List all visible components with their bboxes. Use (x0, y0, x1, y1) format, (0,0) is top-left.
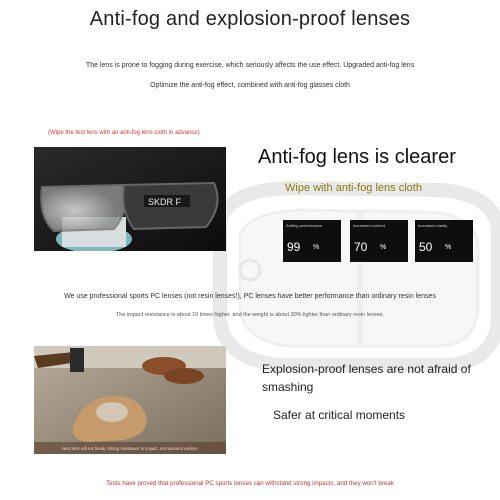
pc-lens-line-2: The impact resistance is about 10 times higher, and the weight is about 30% lighter than ordinary resin lenses. (115, 312, 385, 318)
stat-increased-comfort (350, 220, 408, 262)
stat-increased-clarity (415, 220, 473, 262)
stat-unit: % (445, 244, 452, 251)
page-title: Anti-fog and explosion-proof lenses (89, 8, 411, 30)
antifog-headline: Anti-fog lens is clearer (258, 146, 456, 168)
stat-unit: % (313, 244, 320, 251)
stat-label: Antifog performance (286, 223, 323, 228)
antifog-subhead: Wipe with anti-fog lens cloth (285, 182, 422, 194)
smash-photo-caption: Next lens will not break, strong resistance to impact, rest assured explore (62, 446, 198, 451)
stat-label: Increased comfort (353, 223, 386, 228)
stat-value: 70 (354, 240, 368, 254)
intro-line-1: The lens is prone to fogging during exercise, which seriously affects the use effect. Upgraded anti-fog lens (85, 62, 415, 69)
stat-unit: % (380, 244, 387, 251)
smash-test-photo (34, 346, 226, 454)
intro-line-2: Optimize the anti-fog effect, combined with anti-fog glasses cloth (150, 82, 350, 89)
stat-value: 50 (419, 240, 433, 254)
test-note: (Wipe the test lens with an anti-fog lens cloth in advance) (48, 130, 200, 136)
stat-label: Increased clarity (418, 223, 448, 228)
lens-text: SKDR F (148, 197, 182, 207)
stat-antifog-performance (283, 220, 341, 262)
antifog-test-photo (34, 147, 226, 251)
explosion-subhead: Safer at critical moments (273, 408, 406, 422)
footer-note: Tests have proved that professional PC sports lenses can withstand strong impacts, and they won't break (106, 480, 394, 487)
explosion-headline: Explosion-proof lenses are not afraid of smashing (262, 362, 471, 394)
pc-lens-line-1: We use professional sports PC lenses (not resin lenses!), PC lenses have better performance than ordinary resin lenses (64, 293, 436, 300)
stat-value: 99 (287, 240, 301, 254)
